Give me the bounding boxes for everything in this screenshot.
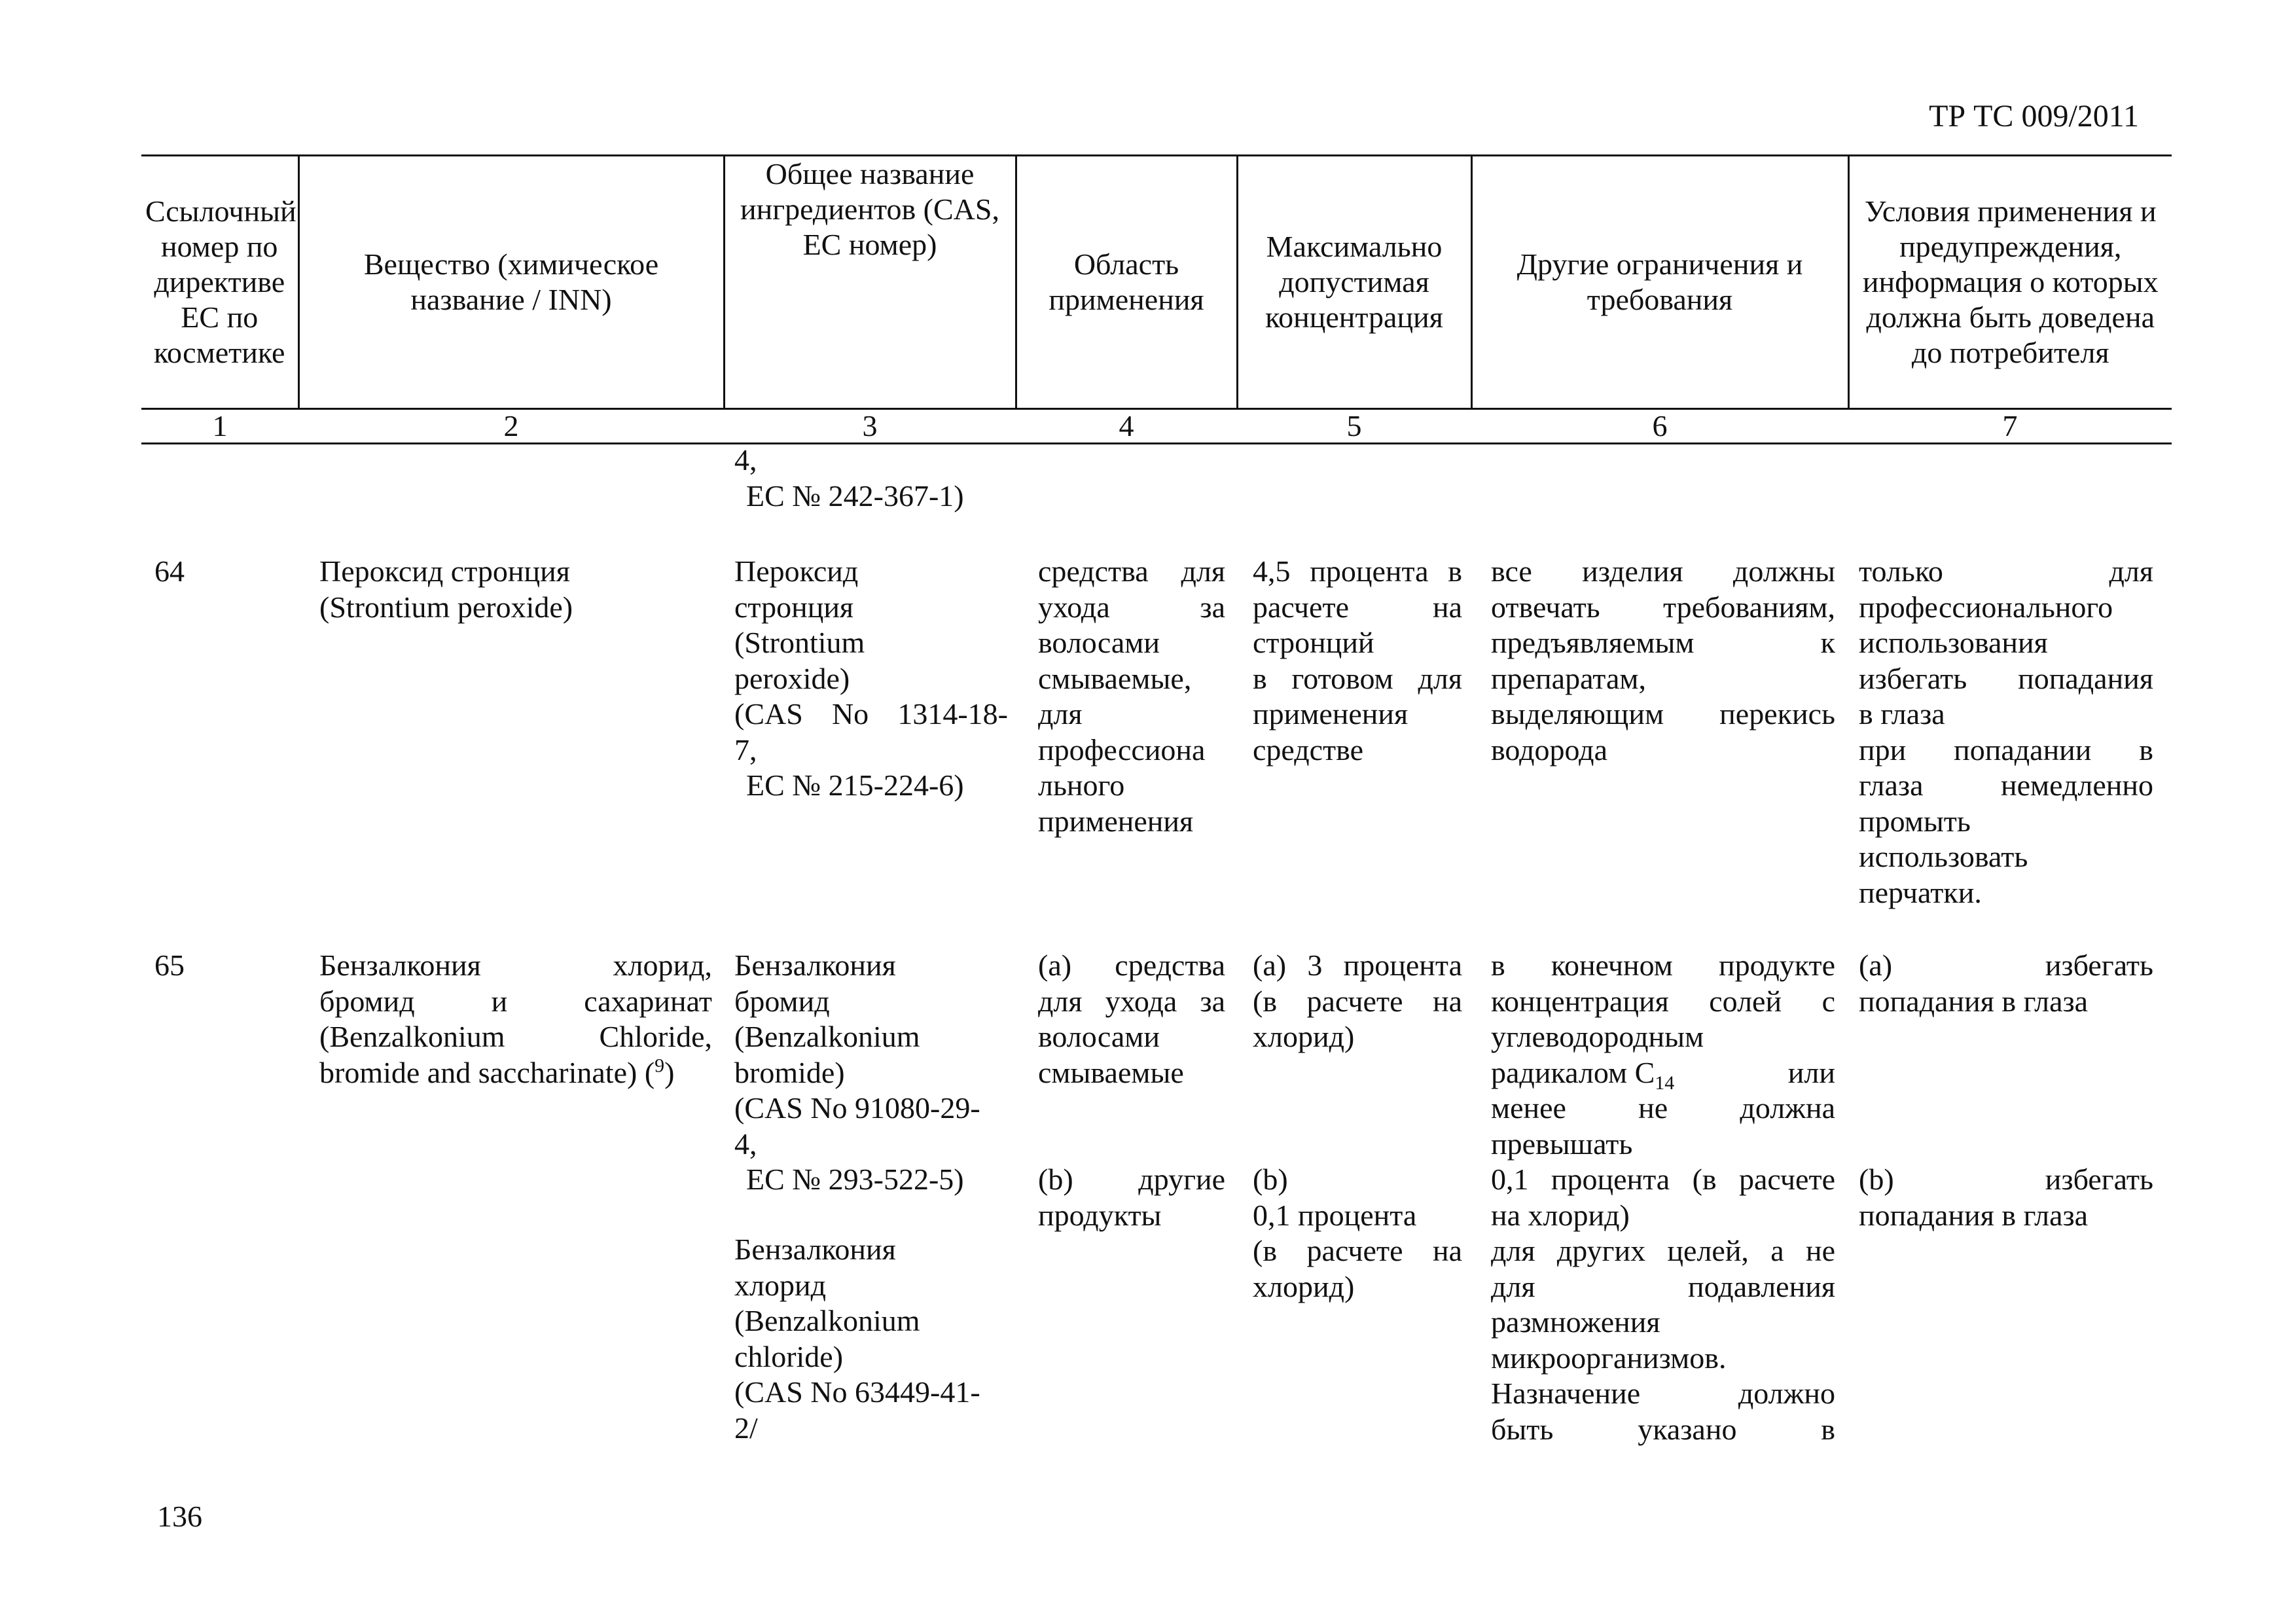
- text-line: (b) избегать: [1859, 1163, 2153, 1196]
- text-line: ЕС № 293-522-5): [746, 1163, 964, 1196]
- text-line: Пероксид: [734, 554, 859, 588]
- text-line: бромид: [734, 984, 830, 1018]
- row-65-max-concentration-a: [1253, 948, 1462, 1055]
- footnote-ref: 9: [655, 1055, 665, 1077]
- text-line: превышать: [1491, 1127, 1633, 1161]
- text-line: 4,: [734, 443, 757, 477]
- header-col-1: Ссылочный номер по директиве ЕС по косметике: [141, 156, 298, 409]
- text-line: ухода за: [1038, 590, 1225, 624]
- text-line: при попадании в: [1859, 732, 2153, 767]
- text-line: применения: [1038, 804, 1194, 838]
- text-line: для подавления: [1491, 1269, 1835, 1303]
- text-line: 4,: [734, 1127, 757, 1161]
- column-number: 7: [1848, 409, 2172, 444]
- text-line: 4,5 процента в: [1253, 554, 1462, 588]
- header-col-7: Условия применения и предупреждения, информация о которых должна быть доведена до потребителя: [1848, 156, 2172, 409]
- text-line: chloride): [734, 1339, 844, 1373]
- continuation-cell: [734, 442, 964, 514]
- row-64-ref: 64: [154, 554, 185, 588]
- text-line: хлорид): [1253, 1020, 1355, 1053]
- row-65-conditions-a: [1859, 948, 2153, 1019]
- text-line: Бензалкония: [734, 1233, 896, 1266]
- text-line: (Benzalkonium: [734, 1304, 920, 1337]
- text-line: быть указано в: [1491, 1412, 1835, 1446]
- text-line: микроорганизмов.: [1491, 1341, 1727, 1375]
- or-word: или: [1787, 1055, 1835, 1089]
- radical-label: радикалом C: [1491, 1055, 1655, 1089]
- text-line: препаратам,: [1491, 661, 1646, 695]
- text-line: (a) средства: [1038, 948, 1225, 982]
- text-line: [1491, 1055, 1835, 1094]
- text-line: бромид и сахаринат: [319, 984, 712, 1018]
- header-col-3: Общее название ингредиентов (CAS, ЕС номер): [724, 156, 1016, 409]
- text-line: стронция: [734, 590, 854, 624]
- row-65-ingredient-b: [734, 1232, 1008, 1446]
- text-line: средстве: [1253, 732, 1364, 767]
- row-65-conditions-b: [1859, 1162, 2153, 1233]
- text-line: использовать: [1859, 840, 2028, 873]
- text-line: волосами: [1038, 1020, 1160, 1053]
- text-line: избегать попадания: [1859, 661, 2153, 695]
- text-line: (Strontium peroxide): [319, 590, 573, 624]
- text-line: 0,1 процента: [1253, 1198, 1417, 1232]
- text-line: Назначение должно: [1491, 1377, 1835, 1410]
- text-line: предъявляемым к: [1491, 626, 1835, 659]
- text-line: отвечать требованиям,: [1491, 590, 1835, 624]
- text-line: (a) 3 процента: [1253, 948, 1462, 982]
- text-line: глаза немедленно: [1859, 768, 2153, 802]
- column-number: 5: [1237, 409, 1471, 444]
- row-65-scope-b: [1038, 1162, 1225, 1233]
- text-line: [319, 1055, 712, 1091]
- text-line: (CAS No 91080-29-: [734, 1091, 980, 1125]
- text-line: использования: [1859, 626, 2048, 659]
- row-64-substance: [319, 554, 725, 625]
- row-65-ingredient-a: [734, 948, 1008, 1198]
- text-line: углеводородным: [1491, 1020, 1704, 1053]
- text-line: 7,: [734, 732, 757, 767]
- text-line: профессионального: [1859, 590, 2113, 624]
- text-line: промыть: [1859, 804, 1971, 838]
- header-col-4: Область применения: [1016, 156, 1237, 409]
- row-65-substance: [319, 948, 712, 1091]
- text-line: хлорид: [734, 1268, 826, 1302]
- text-line: льного: [1038, 768, 1125, 802]
- text-line: peroxide): [734, 661, 850, 695]
- row-65-max-concentration-b: [1253, 1162, 1462, 1305]
- subscript-14: 14: [1655, 1072, 1675, 1094]
- text-line: средства для: [1038, 554, 1225, 588]
- text-line: (b) другие: [1038, 1163, 1225, 1196]
- text-line: расчете на: [1253, 590, 1462, 624]
- text-line: Пероксид стронция: [319, 554, 570, 588]
- text-line: в готовом для: [1253, 661, 1462, 695]
- text-line: (b): [1253, 1163, 1288, 1196]
- text-line: смываемые: [1038, 1055, 1184, 1089]
- header-col-6: Другие ограничения и требования: [1471, 156, 1848, 409]
- text-line: для ухода за: [1038, 984, 1225, 1018]
- header-col-2: Вещество (химическое название / INN): [298, 156, 724, 409]
- column-number: 3: [724, 409, 1016, 444]
- text-line: водорода: [1491, 732, 1607, 767]
- text-line: в глаза: [1859, 697, 1945, 731]
- text-line: ЕС № 215-224-6): [746, 768, 964, 802]
- text-line: ЕС № 242-367-1): [746, 478, 964, 513]
- row-64-max-concentration: [1253, 554, 1462, 768]
- text-line: (CAS No 1314-18-: [734, 697, 1008, 731]
- closing-paren: ): [664, 1055, 675, 1089]
- text-line: bromide): [734, 1055, 845, 1089]
- text-line: профессиона: [1038, 732, 1206, 767]
- text-line: хлорид): [1253, 1269, 1355, 1303]
- text-line: (a) избегать: [1859, 948, 2153, 982]
- text-line: концентрация солей с: [1491, 984, 1835, 1018]
- row-65-scope-a: [1038, 948, 1225, 1091]
- text-line: стронций: [1253, 626, 1374, 659]
- text-line: продукты: [1038, 1198, 1162, 1232]
- radical-text: [1491, 1055, 1675, 1094]
- text-line: в конечном продукте: [1491, 948, 1835, 982]
- text-line: только для: [1859, 554, 2153, 588]
- header-col-5: Максимально допустимая концентрация: [1237, 156, 1471, 409]
- text-line: 0,1 процента (в расчете: [1491, 1163, 1835, 1196]
- text-line: волосами: [1038, 626, 1160, 659]
- row-64-conditions: [1859, 554, 2153, 911]
- text-line: все изделия должны: [1491, 554, 1835, 588]
- text-line: для других целей, а не: [1491, 1234, 1835, 1267]
- column-number: 6: [1471, 409, 1848, 444]
- column-number: 2: [298, 409, 724, 444]
- text-line: (CAS No 63449-41-: [734, 1375, 980, 1409]
- text-line: Бензалкония: [734, 948, 896, 982]
- column-number: 1: [141, 409, 298, 444]
- row-65-ref: 65: [154, 948, 185, 982]
- text-line: попадания в глаза: [1859, 984, 2089, 1018]
- row-64-ingredient: [734, 554, 1008, 804]
- text-line: 2/: [734, 1411, 758, 1445]
- document-id: ТР ТС 009/2011: [1929, 99, 2139, 134]
- text-line: (Benzalkonium: [734, 1020, 920, 1053]
- text-line: применения: [1253, 697, 1408, 731]
- substance-text: bromide and saccharinate) (: [319, 1055, 655, 1089]
- text-line: выделяющим перекись: [1491, 697, 1835, 731]
- page-number: 136: [157, 1500, 202, 1533]
- text-line: для: [1038, 697, 1083, 731]
- text-line: (в расчете на: [1253, 1234, 1462, 1267]
- text-line: (в расчете на: [1253, 984, 1462, 1018]
- text-line: Бензалкония хлорид,: [319, 948, 712, 982]
- column-number: 4: [1016, 409, 1237, 444]
- text-line: размножения: [1491, 1305, 1660, 1339]
- row-65-other-restrictions: [1491, 948, 1835, 1447]
- row-64-scope: [1038, 554, 1225, 839]
- text-line: смываемые,: [1038, 661, 1192, 695]
- text-line: менее не должна: [1491, 1091, 1835, 1125]
- text-line: перчатки.: [1859, 875, 1982, 909]
- text-line: попадания в глаза: [1859, 1198, 2089, 1232]
- text-line: на хлорид): [1491, 1198, 1630, 1232]
- text-line: (Benzalkonium Chloride,: [319, 1020, 712, 1053]
- text-line: (Strontium: [734, 626, 865, 659]
- row-64-other-restrictions: [1491, 554, 1835, 768]
